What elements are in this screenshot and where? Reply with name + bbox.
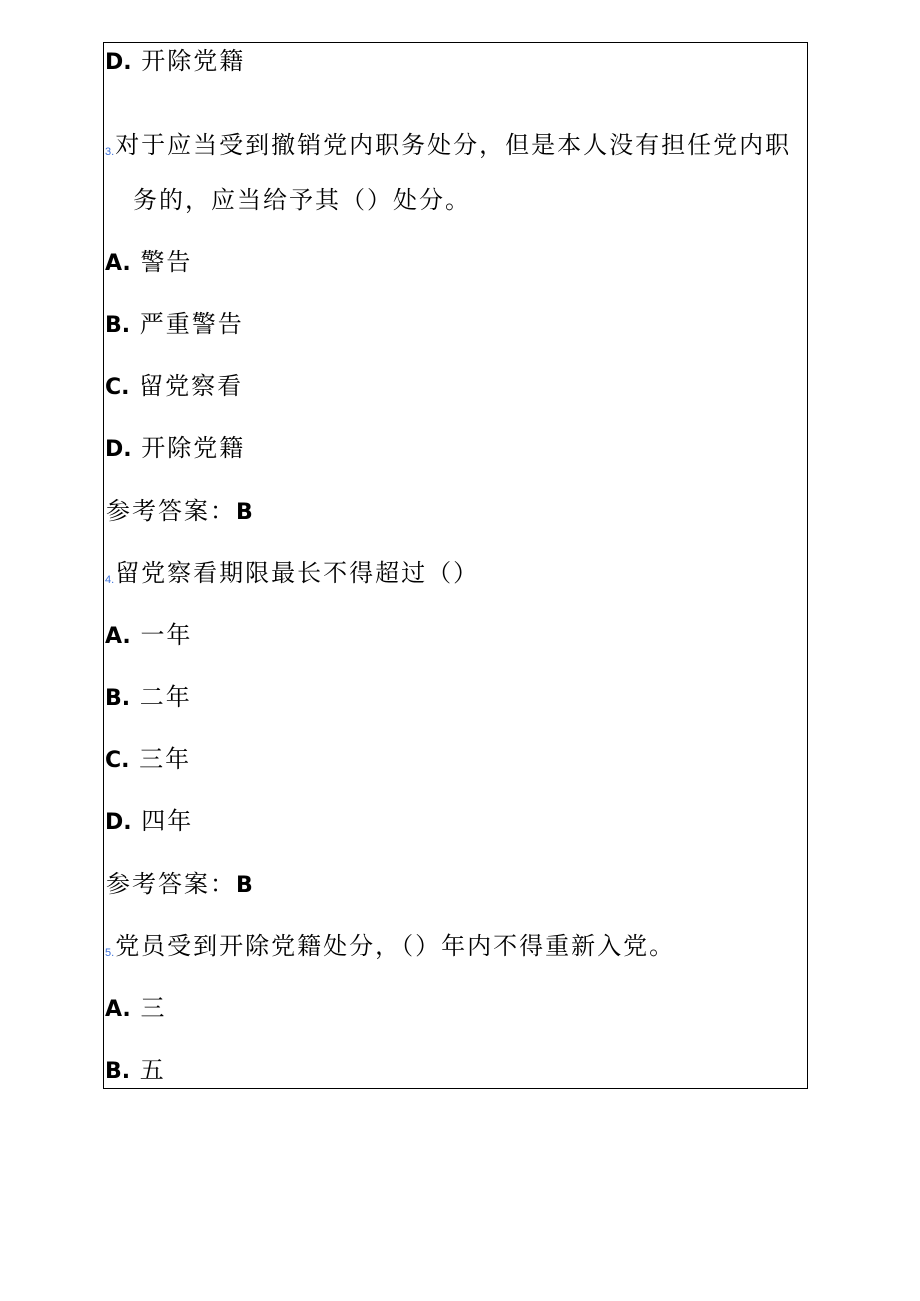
option-text: 开除党籍 bbox=[141, 47, 246, 75]
option-letter: B. bbox=[105, 686, 131, 711]
question-number: 4. bbox=[105, 574, 115, 586]
option-letter: D. bbox=[105, 810, 132, 835]
option-text: 留党察看 bbox=[139, 372, 244, 400]
option-text: 严重警告 bbox=[139, 310, 244, 338]
option-letter: D. bbox=[105, 437, 132, 462]
question-5-stem bbox=[105, 931, 675, 968]
q4-option-c bbox=[105, 744, 191, 776]
q3-option-b bbox=[105, 309, 244, 341]
option-text: 三 bbox=[140, 994, 167, 1022]
question-4-stem bbox=[105, 558, 479, 595]
q3-option-d bbox=[105, 433, 245, 465]
q4-answer bbox=[106, 869, 253, 901]
question-text: 留党察看期限最长不得超过（） bbox=[115, 559, 480, 587]
option-text: 二年 bbox=[139, 683, 192, 711]
option-letter: C. bbox=[105, 375, 130, 400]
answer-label: 参考答案： bbox=[106, 497, 236, 525]
option-letter: B. bbox=[105, 1059, 131, 1084]
q5-option-b bbox=[105, 1055, 166, 1087]
option-text: 警告 bbox=[140, 248, 193, 276]
option-letter: B. bbox=[105, 313, 131, 338]
option-letter: D. bbox=[105, 50, 132, 75]
option-text: 四年 bbox=[141, 807, 194, 835]
option-text: 三年 bbox=[139, 745, 192, 773]
option-letter: A. bbox=[105, 251, 131, 276]
q3-option-a bbox=[105, 247, 192, 279]
q3-option-c bbox=[105, 371, 243, 403]
answer-value: B bbox=[236, 500, 253, 525]
question-3-stem-line2: 务的，应当给予其（）处分。 bbox=[133, 186, 471, 214]
option-letter: A. bbox=[105, 997, 131, 1022]
q4-option-a bbox=[105, 620, 192, 652]
answer-value: B bbox=[236, 873, 253, 898]
answer-label: 参考答案： bbox=[106, 870, 236, 898]
option-letter: A. bbox=[105, 624, 131, 649]
q4-option-d bbox=[105, 806, 193, 838]
option-text: 一年 bbox=[140, 621, 193, 649]
option-d-prev bbox=[105, 46, 245, 78]
option-text: 开除党籍 bbox=[141, 434, 246, 462]
question-3-stem-line1 bbox=[105, 130, 791, 167]
question-text: 对于应当受到撤销党内职务处分，但是本人没有担任党内职 bbox=[115, 131, 792, 159]
question-number: 5. bbox=[105, 947, 115, 959]
question-number: 3. bbox=[105, 146, 115, 158]
q3-answer bbox=[106, 496, 253, 528]
option-text: 五 bbox=[139, 1056, 166, 1084]
question-text: 党员受到开除党籍处分，（）年内不得重新入党。 bbox=[115, 932, 676, 960]
q4-option-b bbox=[105, 682, 192, 714]
option-letter: C. bbox=[105, 748, 130, 773]
q5-option-a bbox=[105, 993, 166, 1025]
